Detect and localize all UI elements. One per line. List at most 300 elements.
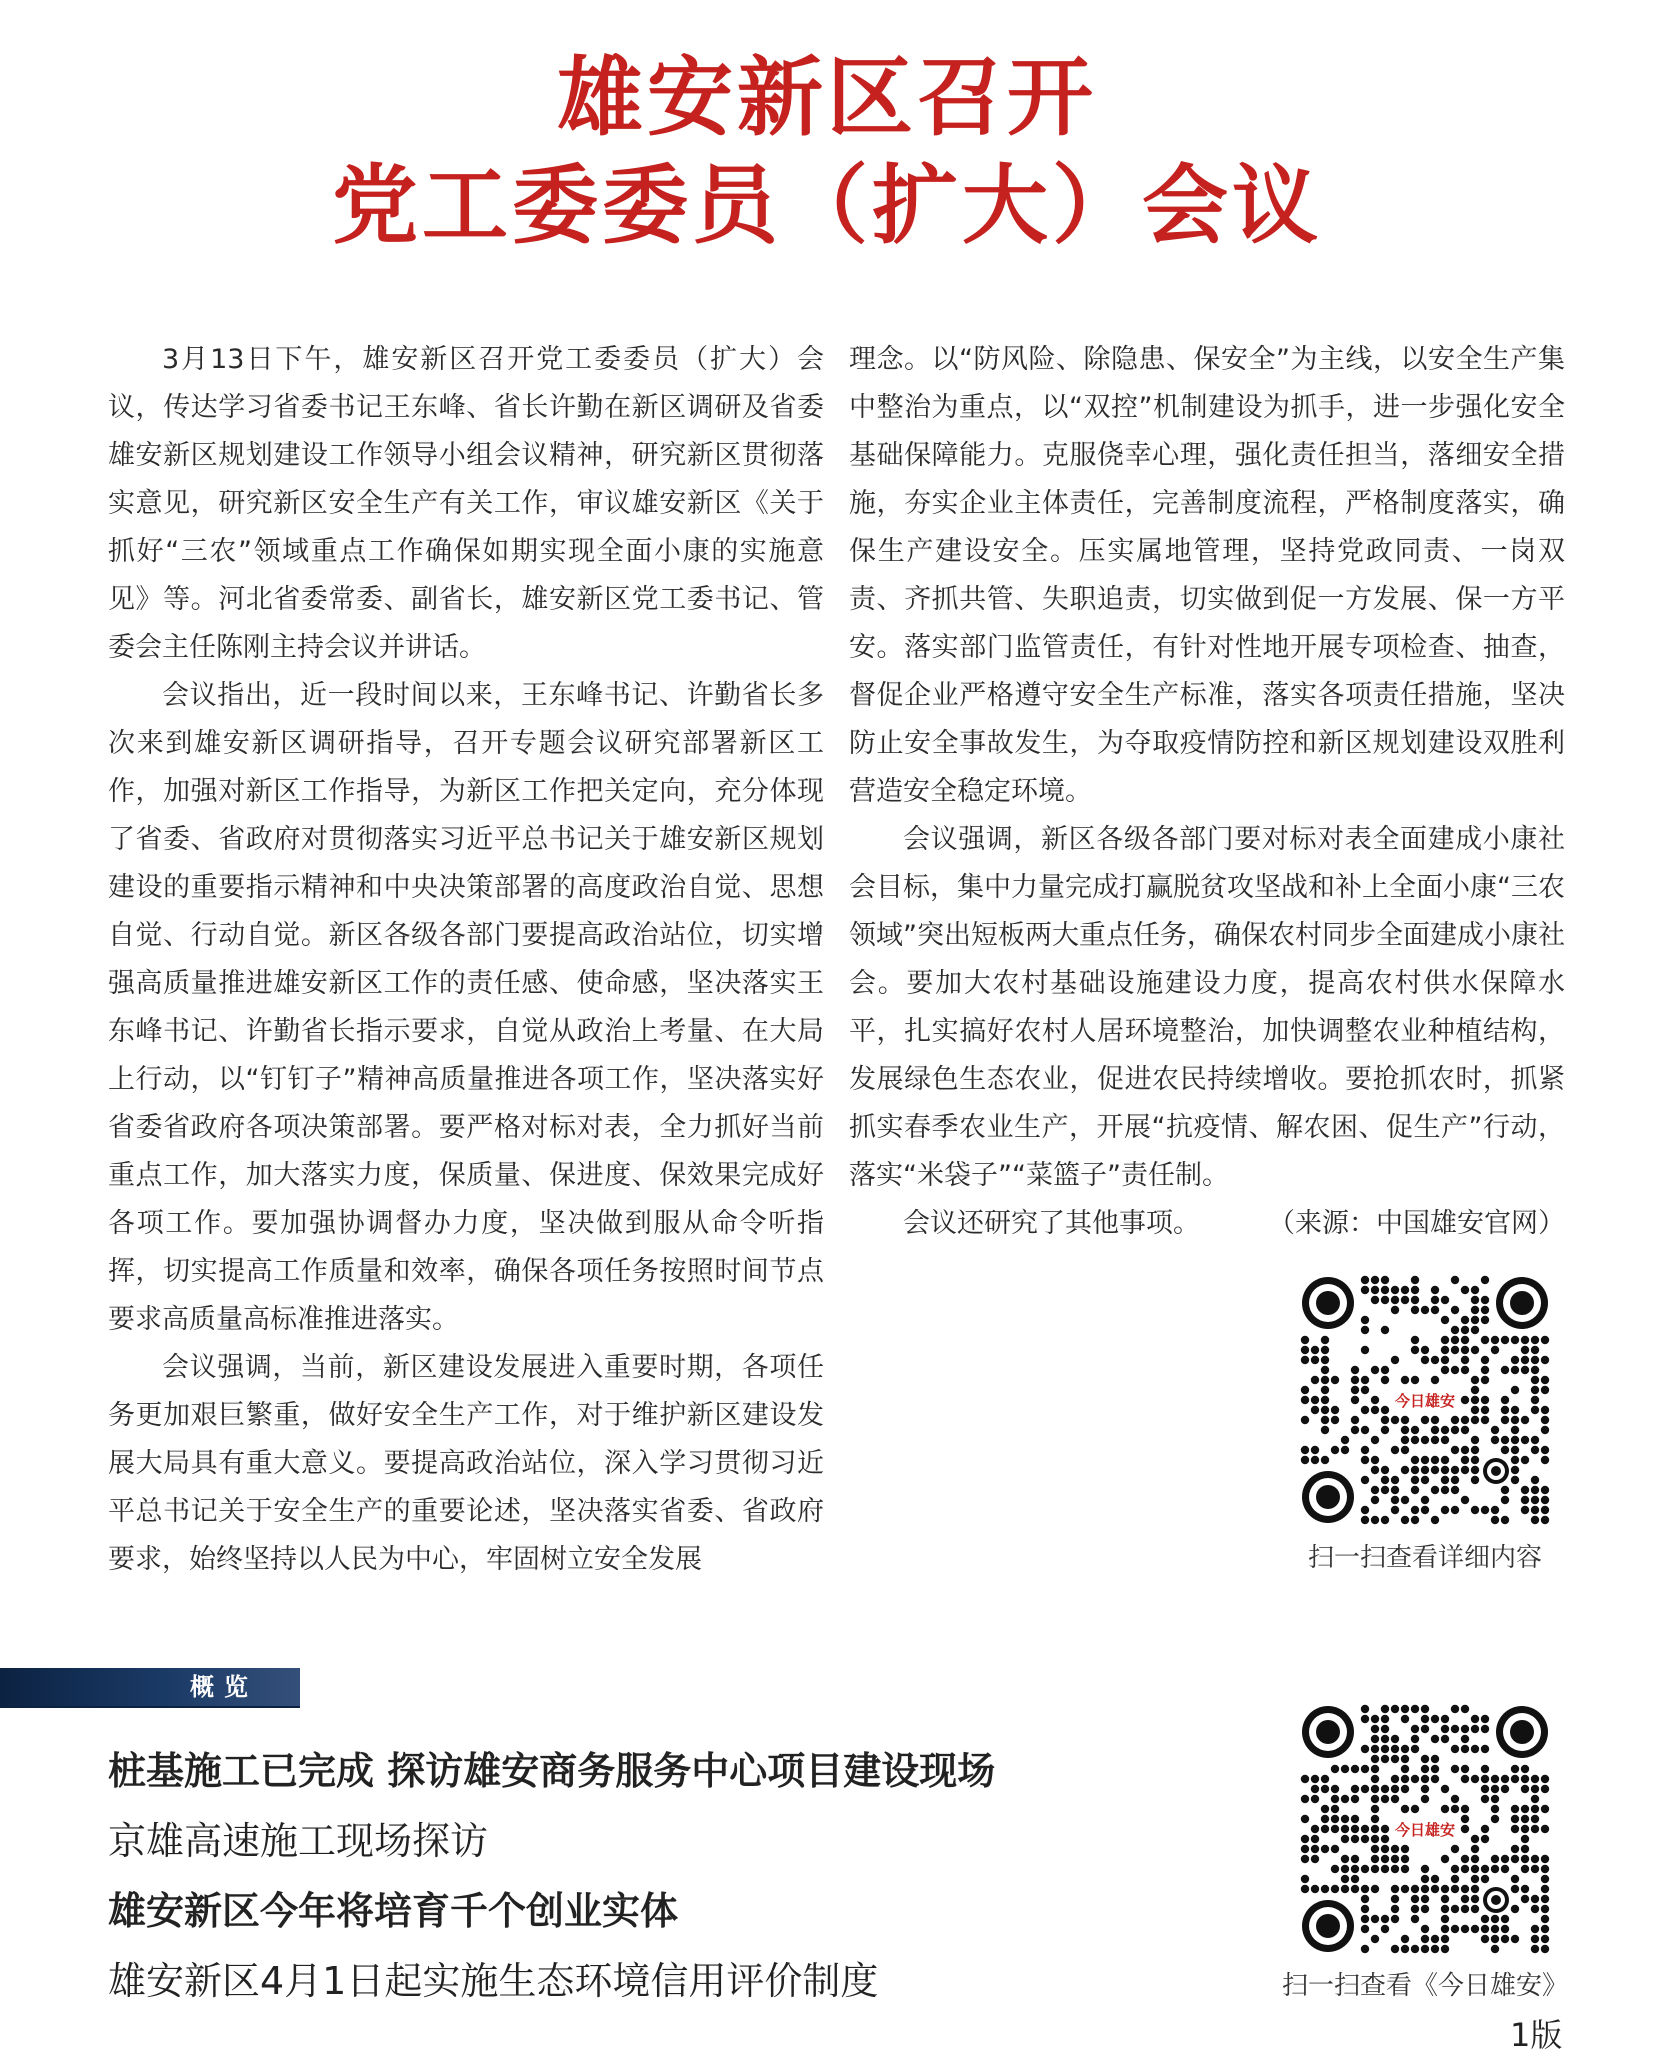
qr-module xyxy=(1351,1366,1359,1374)
qr-module xyxy=(1321,1346,1329,1354)
qr-module xyxy=(1521,1356,1529,1364)
qr-module xyxy=(1381,1476,1389,1484)
qr-module xyxy=(1431,1735,1439,1743)
qr-module xyxy=(1401,1755,1409,1763)
qr-module xyxy=(1361,1316,1369,1324)
article-source: （来源：中国雄安官网） xyxy=(1268,1208,1565,1239)
qr-module xyxy=(1461,1326,1469,1334)
qr-module xyxy=(1341,1436,1349,1444)
qr-module xyxy=(1541,1446,1549,1454)
qr-module xyxy=(1481,1935,1489,1943)
article-closing-text: 会议还研究了其他事项。 xyxy=(903,1208,1200,1239)
qr-module xyxy=(1511,1805,1519,1813)
qr-module xyxy=(1501,1486,1509,1494)
qr-module xyxy=(1461,1316,1469,1324)
qr-module xyxy=(1311,1456,1319,1464)
overview-headline-link[interactable]: 京雄高速施工现场探访 xyxy=(108,1819,489,1863)
qr-module xyxy=(1401,1436,1409,1444)
qr-module xyxy=(1431,1356,1439,1364)
qr-module xyxy=(1531,1795,1539,1803)
qr-module xyxy=(1481,1875,1489,1883)
qr-module xyxy=(1391,1745,1399,1753)
qr-module xyxy=(1501,1925,1509,1933)
qr-module xyxy=(1301,1336,1309,1344)
qr-module xyxy=(1531,1346,1539,1354)
qr-caption-newspaper: 扫一扫查看《今日雄安》 xyxy=(1281,1971,1568,2001)
qr-module xyxy=(1521,1416,1529,1424)
qr-code-details[interactable] xyxy=(1300,1275,1550,1525)
qr-module xyxy=(1371,1436,1379,1444)
qr-module xyxy=(1541,1885,1549,1893)
qr-module xyxy=(1361,1865,1369,1873)
qr-module xyxy=(1311,1376,1319,1384)
qr-module xyxy=(1321,1426,1329,1434)
qr-module xyxy=(1511,1386,1519,1394)
qr-module xyxy=(1441,1715,1449,1723)
qr-module xyxy=(1411,1905,1419,1913)
qr-module xyxy=(1471,1506,1479,1514)
qr-module xyxy=(1411,1306,1419,1314)
qr-module xyxy=(1541,1486,1549,1494)
qr-module xyxy=(1301,1815,1309,1823)
qr-module xyxy=(1421,1356,1429,1364)
qr-module xyxy=(1401,1286,1409,1294)
qr-module xyxy=(1461,1346,1469,1354)
qr-module xyxy=(1481,1306,1489,1314)
qr-module xyxy=(1541,1905,1549,1913)
qr-module xyxy=(1361,1895,1369,1903)
overview-label: 概览 xyxy=(190,1673,258,1701)
qr-module xyxy=(1451,1506,1459,1514)
qr-module xyxy=(1371,1845,1379,1853)
qr-module xyxy=(1441,1356,1449,1364)
qr-module xyxy=(1361,1516,1369,1524)
qr-module xyxy=(1461,1705,1469,1713)
qr-module xyxy=(1321,1336,1329,1344)
qr-module xyxy=(1361,1506,1369,1514)
qr-module xyxy=(1531,1935,1539,1943)
qr-module xyxy=(1361,1785,1369,1793)
qr-module xyxy=(1431,1486,1439,1494)
qr-module xyxy=(1541,1386,1549,1394)
qr-module xyxy=(1451,1905,1459,1913)
qr-module xyxy=(1381,1286,1389,1294)
qr-module xyxy=(1461,1805,1469,1813)
qr-module xyxy=(1521,1895,1529,1903)
qr-module xyxy=(1501,1366,1509,1374)
qr-module xyxy=(1441,1915,1449,1923)
qr-module xyxy=(1391,1416,1399,1424)
qr-module xyxy=(1431,1436,1439,1444)
qr-module xyxy=(1401,1855,1409,1863)
qr-module xyxy=(1381,1296,1389,1304)
qr-module xyxy=(1391,1775,1399,1783)
qr-module xyxy=(1451,1885,1459,1893)
qr-module xyxy=(1481,1745,1489,1753)
qr-module xyxy=(1351,1825,1359,1833)
qr-module xyxy=(1301,1456,1309,1464)
qr-module xyxy=(1411,1895,1419,1903)
qr-module xyxy=(1361,1456,1369,1464)
qr-module xyxy=(1351,1815,1359,1823)
qr-module xyxy=(1371,1805,1379,1813)
qr-module xyxy=(1401,1945,1409,1953)
qr-module xyxy=(1451,1336,1459,1344)
qr-module xyxy=(1431,1376,1439,1384)
qr-module xyxy=(1371,1466,1379,1474)
qr-module xyxy=(1301,1346,1309,1354)
qr-module xyxy=(1511,1905,1519,1913)
qr-module xyxy=(1361,1705,1369,1713)
qr-module xyxy=(1471,1745,1479,1753)
qr-module xyxy=(1461,1735,1469,1743)
qr-module xyxy=(1521,1825,1529,1833)
qr-module xyxy=(1341,1795,1349,1803)
qr-module xyxy=(1451,1276,1459,1284)
qr-module xyxy=(1391,1506,1399,1514)
qr-module xyxy=(1301,1855,1309,1863)
qr-module xyxy=(1441,1805,1449,1813)
qr-module xyxy=(1371,1795,1379,1803)
qr-module xyxy=(1461,1356,1469,1364)
qr-module xyxy=(1421,1755,1429,1763)
qr-module xyxy=(1451,1346,1459,1354)
qr-module xyxy=(1371,1865,1379,1873)
qr-module xyxy=(1381,1855,1389,1863)
qr-module xyxy=(1541,1785,1549,1793)
qr-module xyxy=(1351,1386,1359,1394)
qr-module xyxy=(1531,1366,1539,1374)
qr-module xyxy=(1541,1356,1549,1364)
qr-module xyxy=(1411,1476,1419,1484)
qr-module xyxy=(1471,1845,1479,1853)
qr-module xyxy=(1331,1446,1339,1454)
qr-module xyxy=(1521,1815,1529,1823)
qr-module xyxy=(1521,1855,1529,1863)
qr-module xyxy=(1461,1466,1469,1474)
qr-module xyxy=(1491,1346,1499,1354)
qr-module xyxy=(1541,1416,1549,1424)
qr-module xyxy=(1511,1935,1519,1943)
qr-module xyxy=(1471,1466,1479,1474)
qr-module xyxy=(1391,1296,1399,1304)
qr-module xyxy=(1401,1426,1409,1434)
qr-module xyxy=(1531,1486,1539,1494)
qr-module xyxy=(1511,1436,1519,1444)
qr-module xyxy=(1531,1775,1539,1783)
qr-module xyxy=(1431,1765,1439,1773)
qr-module xyxy=(1421,1725,1429,1733)
qr-module xyxy=(1461,1396,1469,1404)
qr-module xyxy=(1521,1865,1529,1873)
qr-module xyxy=(1431,1935,1439,1943)
qr-module xyxy=(1411,1775,1419,1783)
qr-module xyxy=(1431,1715,1439,1723)
qr-module xyxy=(1331,1376,1339,1384)
qr-module xyxy=(1441,1366,1449,1374)
qr-module xyxy=(1371,1935,1379,1943)
qr-module xyxy=(1481,1825,1489,1833)
qr-module xyxy=(1331,1416,1339,1424)
qr-module xyxy=(1381,1715,1389,1723)
overview-headline-link[interactable]: 雄安新区今年将培育千个创业实体 xyxy=(108,1889,679,1933)
qr-module xyxy=(1521,1456,1529,1464)
qr-module xyxy=(1381,1426,1389,1434)
qr-module xyxy=(1521,1366,1529,1374)
qr-module xyxy=(1451,1476,1459,1484)
qr-module xyxy=(1491,1915,1499,1923)
qr-module xyxy=(1531,1336,1539,1344)
qr-module xyxy=(1411,1945,1419,1953)
qr-module xyxy=(1441,1905,1449,1913)
qr-module xyxy=(1361,1885,1369,1893)
qr-module xyxy=(1451,1805,1459,1813)
qr-module xyxy=(1401,1496,1409,1504)
qr-module xyxy=(1461,1855,1469,1863)
qr-module xyxy=(1381,1735,1389,1743)
qr-module xyxy=(1481,1785,1489,1793)
qr-module xyxy=(1541,1456,1549,1464)
qr-module xyxy=(1411,1346,1419,1354)
qr-module xyxy=(1471,1316,1479,1324)
article-column-left xyxy=(108,336,824,1584)
qr-module xyxy=(1541,1516,1549,1524)
qr-module xyxy=(1301,1795,1309,1803)
qr-module xyxy=(1361,1765,1369,1773)
qr-module xyxy=(1381,1725,1389,1733)
qr-module xyxy=(1421,1935,1429,1943)
qr-module xyxy=(1361,1446,1369,1454)
qr-module xyxy=(1451,1725,1459,1733)
qr-module xyxy=(1521,1785,1529,1793)
qr-module xyxy=(1361,1825,1369,1833)
qr-module xyxy=(1481,1915,1489,1923)
qr-module xyxy=(1381,1825,1389,1833)
qr-module xyxy=(1431,1755,1439,1763)
qr-module xyxy=(1521,1845,1529,1853)
qr-module xyxy=(1441,1725,1449,1733)
qr-module xyxy=(1381,1705,1389,1713)
qr-module xyxy=(1531,1785,1539,1793)
qr-module xyxy=(1501,1865,1509,1873)
qr-module xyxy=(1381,1865,1389,1873)
qr-module xyxy=(1541,1915,1549,1923)
qr-module xyxy=(1481,1296,1489,1304)
qr-module xyxy=(1391,1306,1399,1314)
qr-module xyxy=(1461,1416,1469,1424)
qr-module xyxy=(1331,1885,1339,1893)
qr-module xyxy=(1331,1406,1339,1414)
qr-module xyxy=(1491,1436,1499,1444)
qr-module xyxy=(1421,1466,1429,1474)
qr-module xyxy=(1411,1885,1419,1893)
overview-headline-link[interactable]: 桩基施工已完成 探访雄安商务服务中心项目建设现场 xyxy=(108,1749,996,1793)
qr-module xyxy=(1531,1865,1539,1873)
qr-module xyxy=(1461,1745,1469,1753)
qr-module xyxy=(1371,1725,1379,1733)
qr-module xyxy=(1471,1875,1479,1883)
qr-module xyxy=(1401,1296,1409,1304)
qr-module xyxy=(1391,1885,1399,1893)
qr-module xyxy=(1541,1895,1549,1903)
qr-module xyxy=(1421,1436,1429,1444)
qr-module xyxy=(1481,1865,1489,1873)
qr-module xyxy=(1381,1755,1389,1763)
qr-module xyxy=(1331,1815,1339,1823)
qr-module xyxy=(1361,1276,1369,1284)
qr-module xyxy=(1301,1835,1309,1843)
qr-module xyxy=(1521,1336,1529,1344)
qr-module xyxy=(1301,1396,1309,1404)
qr-module xyxy=(1481,1775,1489,1783)
qr-module xyxy=(1471,1436,1479,1444)
qr-module xyxy=(1371,1366,1379,1374)
qr-module xyxy=(1471,1885,1479,1893)
qr-module xyxy=(1411,1286,1419,1294)
qr-module xyxy=(1371,1855,1379,1863)
qr-module xyxy=(1521,1885,1529,1893)
qr-code-icon xyxy=(1300,1704,1550,1954)
qr-module xyxy=(1531,1945,1539,1953)
qr-module xyxy=(1461,1765,1469,1773)
qr-module xyxy=(1321,1406,1329,1414)
qr-module xyxy=(1471,1306,1479,1314)
qr-module xyxy=(1411,1516,1419,1524)
qr-module xyxy=(1441,1486,1449,1494)
qr-module xyxy=(1501,1416,1509,1424)
qr-module xyxy=(1441,1935,1449,1943)
qr-module xyxy=(1431,1306,1439,1314)
headline-line-2: 党工委委员（扩大）会议 xyxy=(332,155,1322,256)
qr-module xyxy=(1441,1316,1449,1324)
qr-module xyxy=(1411,1486,1419,1494)
qr-module xyxy=(1361,1925,1369,1933)
qr-module xyxy=(1501,1336,1509,1344)
qr-module xyxy=(1351,1835,1359,1843)
qr-module xyxy=(1351,1765,1359,1773)
qr-module xyxy=(1471,1855,1479,1863)
qr-module xyxy=(1431,1416,1439,1424)
qr-module xyxy=(1431,1945,1439,1953)
qr-module xyxy=(1521,1436,1529,1444)
qr-module xyxy=(1481,1396,1489,1404)
qr-module xyxy=(1361,1426,1369,1434)
qr-module xyxy=(1461,1366,1469,1374)
qr-module xyxy=(1321,1845,1329,1853)
qr-module xyxy=(1371,1885,1379,1893)
qr-module xyxy=(1541,1935,1549,1943)
qr-module xyxy=(1391,1286,1399,1294)
qr-module xyxy=(1371,1296,1379,1304)
qr-module xyxy=(1381,1276,1389,1284)
qr-module xyxy=(1451,1705,1459,1713)
qr-module xyxy=(1451,1426,1459,1434)
qr-module xyxy=(1391,1486,1399,1494)
qr-module xyxy=(1331,1845,1339,1853)
qr-module xyxy=(1351,1875,1359,1883)
qr-module xyxy=(1441,1925,1449,1933)
qr-module xyxy=(1361,1326,1369,1334)
qr-module xyxy=(1301,1885,1309,1893)
article-closing-line xyxy=(849,1200,1565,1248)
qr-module xyxy=(1381,1486,1389,1494)
qr-module xyxy=(1471,1416,1479,1424)
qr-module xyxy=(1501,1785,1509,1793)
qr-module xyxy=(1421,1715,1429,1723)
qr-module xyxy=(1391,1795,1399,1803)
qr-module xyxy=(1541,1805,1549,1813)
qr-module xyxy=(1311,1446,1319,1454)
qr-module xyxy=(1511,1885,1519,1893)
qr-module xyxy=(1511,1426,1519,1434)
qr-module xyxy=(1481,1506,1489,1514)
qr-module xyxy=(1451,1306,1459,1314)
qr-module xyxy=(1401,1376,1409,1384)
qr-module xyxy=(1391,1755,1399,1763)
qr-module xyxy=(1451,1366,1459,1374)
qr-module xyxy=(1471,1725,1479,1733)
qr-module xyxy=(1451,1486,1459,1494)
qr-module xyxy=(1401,1765,1409,1773)
qr-module xyxy=(1411,1915,1419,1923)
qr-module xyxy=(1421,1945,1429,1953)
qr-module xyxy=(1411,1456,1419,1464)
qr-module xyxy=(1311,1356,1319,1364)
qr-module xyxy=(1481,1366,1489,1374)
overview-headline-link[interactable]: 雄安新区4月1日起实施生态环境信用评价制度 xyxy=(108,1959,879,2003)
qr-module xyxy=(1451,1925,1459,1933)
qr-module xyxy=(1421,1795,1429,1803)
qr-module xyxy=(1411,1426,1419,1434)
qr-code-newspaper[interactable] xyxy=(1300,1704,1550,1954)
qr-module xyxy=(1511,1446,1519,1454)
qr-module xyxy=(1321,1386,1329,1394)
qr-module xyxy=(1531,1805,1539,1813)
qr-module xyxy=(1371,1486,1379,1494)
qr-module xyxy=(1391,1845,1399,1853)
qr-module xyxy=(1511,1815,1519,1823)
qr-module xyxy=(1511,1466,1519,1474)
qr-module xyxy=(1511,1845,1519,1853)
qr-module xyxy=(1481,1316,1489,1324)
qr-module xyxy=(1441,1426,1449,1434)
qr-module xyxy=(1341,1875,1349,1883)
qr-module xyxy=(1461,1895,1469,1903)
qr-module xyxy=(1511,1406,1519,1414)
qr-module xyxy=(1321,1885,1329,1893)
qr-module xyxy=(1411,1376,1419,1384)
qr-module xyxy=(1311,1406,1319,1414)
qr-module xyxy=(1441,1336,1449,1344)
qr-module xyxy=(1311,1795,1319,1803)
qr-module xyxy=(1391,1915,1399,1923)
qr-module xyxy=(1311,1785,1319,1793)
qr-module xyxy=(1371,1496,1379,1504)
qr-module xyxy=(1481,1276,1489,1284)
qr-module xyxy=(1451,1875,1459,1883)
qr-module xyxy=(1541,1775,1549,1783)
article-column-right xyxy=(849,336,1565,1248)
qr-module xyxy=(1371,1815,1379,1823)
qr-module xyxy=(1371,1785,1379,1793)
qr-module xyxy=(1421,1865,1429,1873)
qr-module xyxy=(1321,1376,1329,1384)
qr-module xyxy=(1421,1905,1429,1913)
qr-module xyxy=(1481,1725,1489,1733)
qr-module xyxy=(1301,1446,1309,1454)
qr-module xyxy=(1391,1356,1399,1364)
qr-module xyxy=(1421,1506,1429,1514)
